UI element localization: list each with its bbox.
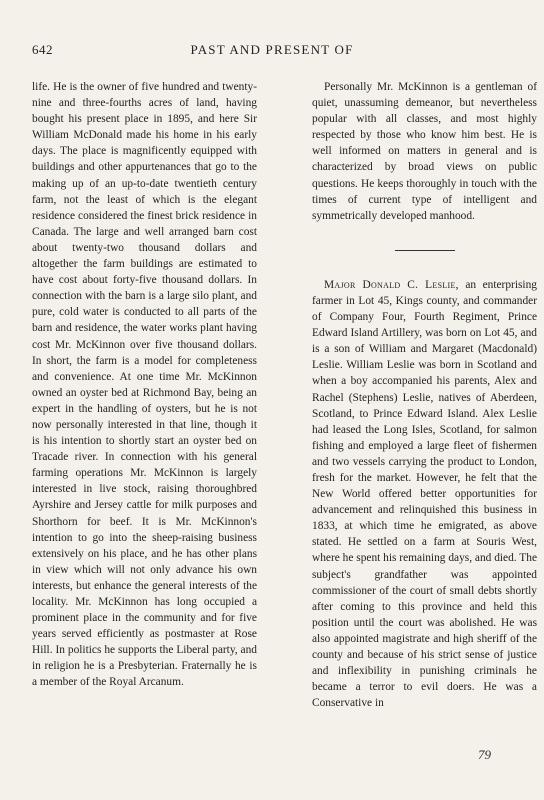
right-column [312, 79, 537, 711]
subject-name: Major Donald C. Leslie, [324, 278, 459, 291]
right-paragraph-1: Personally Mr. McKinnon is a gentleman of quiet, unassuming demeanor, but nevertheless popular with all classes, and most highly respected by those who know him best. He is well informed on matters in general and is characterized by broad views on public questions. He keeps thoroughly in touch with the times of current type of intelligent and symmetrically developed manhood. [312, 81, 537, 222]
running-title: PAST AND PRESENT OF [190, 42, 354, 57]
handwritten-page-mark: 79 [478, 747, 491, 762]
page-number: 642 [32, 42, 53, 57]
left-paragraph: life. He is the owner of five hundred and twenty-nine and three-fourths acres of land, having bought his present place in 1895, and here Sir William McDonald made his home in his early days. The place is magnificently equipped with buildings and other appurtenances that go to the making up of an up-to-date twentieth century farm, not the least of which is the elegant residence considered the finest brick residence in Canada. The large and well arranged barn cost about twenty-two thousand dollars and altogether the farm buildings are estimated to have cost about forty-five thousand dollars. In connection with the barn is a large silo plant, and pure, cold water is conducted to all parts of the barn and residence, the water works plant having cost Mr. McKinnon over five thousand dollars. In short, the farm is a model for completeness and convenience. At one time Mr. McKinnon owned an oyster bed at Richmond Bay, being an expert in the handling of oysters, but he is not now personally interested in that line, though it is his intention to shortly start an oyster bed on Tracade river. In connection with his general farming operations Mr. McKinnon is largely interested in live stock, raising thoroughbred Ayrshire and Jersey cattle for milk purposes and Shorthorn for beef. It is Mr. McKinnon's intention to go into the sheep-raising business extensively on his place, and he has other plans in view which will not only advance his own interests, but enhance the general interests of the locality. Mr. McKinnon has long occupied a prominent place in the community and for five years served efficiently as postmaster at Rose Hill. In politics he supports the Liberal party, and in religion he is a Presbyterian. Fraternally he is a member of the Royal Arcanum. [32, 81, 257, 689]
right-paragraph-2 [312, 277, 537, 712]
left-column [32, 79, 257, 691]
page-header [32, 42, 512, 58]
right-paragraph-2-text: an enterprising farmer in Lot 45, Kings county, and commander of Company Four, Fourth Regiment, Prince Edward Island Artillery, was born on Lot 45, and is a son of William and Margaret (Macdonald) Leslie. William Leslie was born in Scotland and when a boy accompanied his parents, Alex and Rachel (Stephens) Leslie, natives of Aberdeen, Scotland, to Prince Edward Island. Alex Leslie had leased the Long Isles, Scotland, for salmon fishing and employed a large fleet of fishermen and two vessels carrying the product to London, fresh for the market. However, he felt that the New World offered better opportunities for advancement and relinquished this business in 1833, at which time he emigrated, as above stated. He settled on a farm at Souris West, where he spent his remaining days, and died. The subject's grandfather was appointed commissioner of the court of small debts shortly after coming to this province and held this position until the court was abolished. He was also appointed magistrate and high sheriff of the county and because of his strict sense of justice and inflexibility in punishing criminals he became a terror to evil doers. He was a Conservative in [312, 278, 538, 710]
section-divider [395, 250, 455, 251]
